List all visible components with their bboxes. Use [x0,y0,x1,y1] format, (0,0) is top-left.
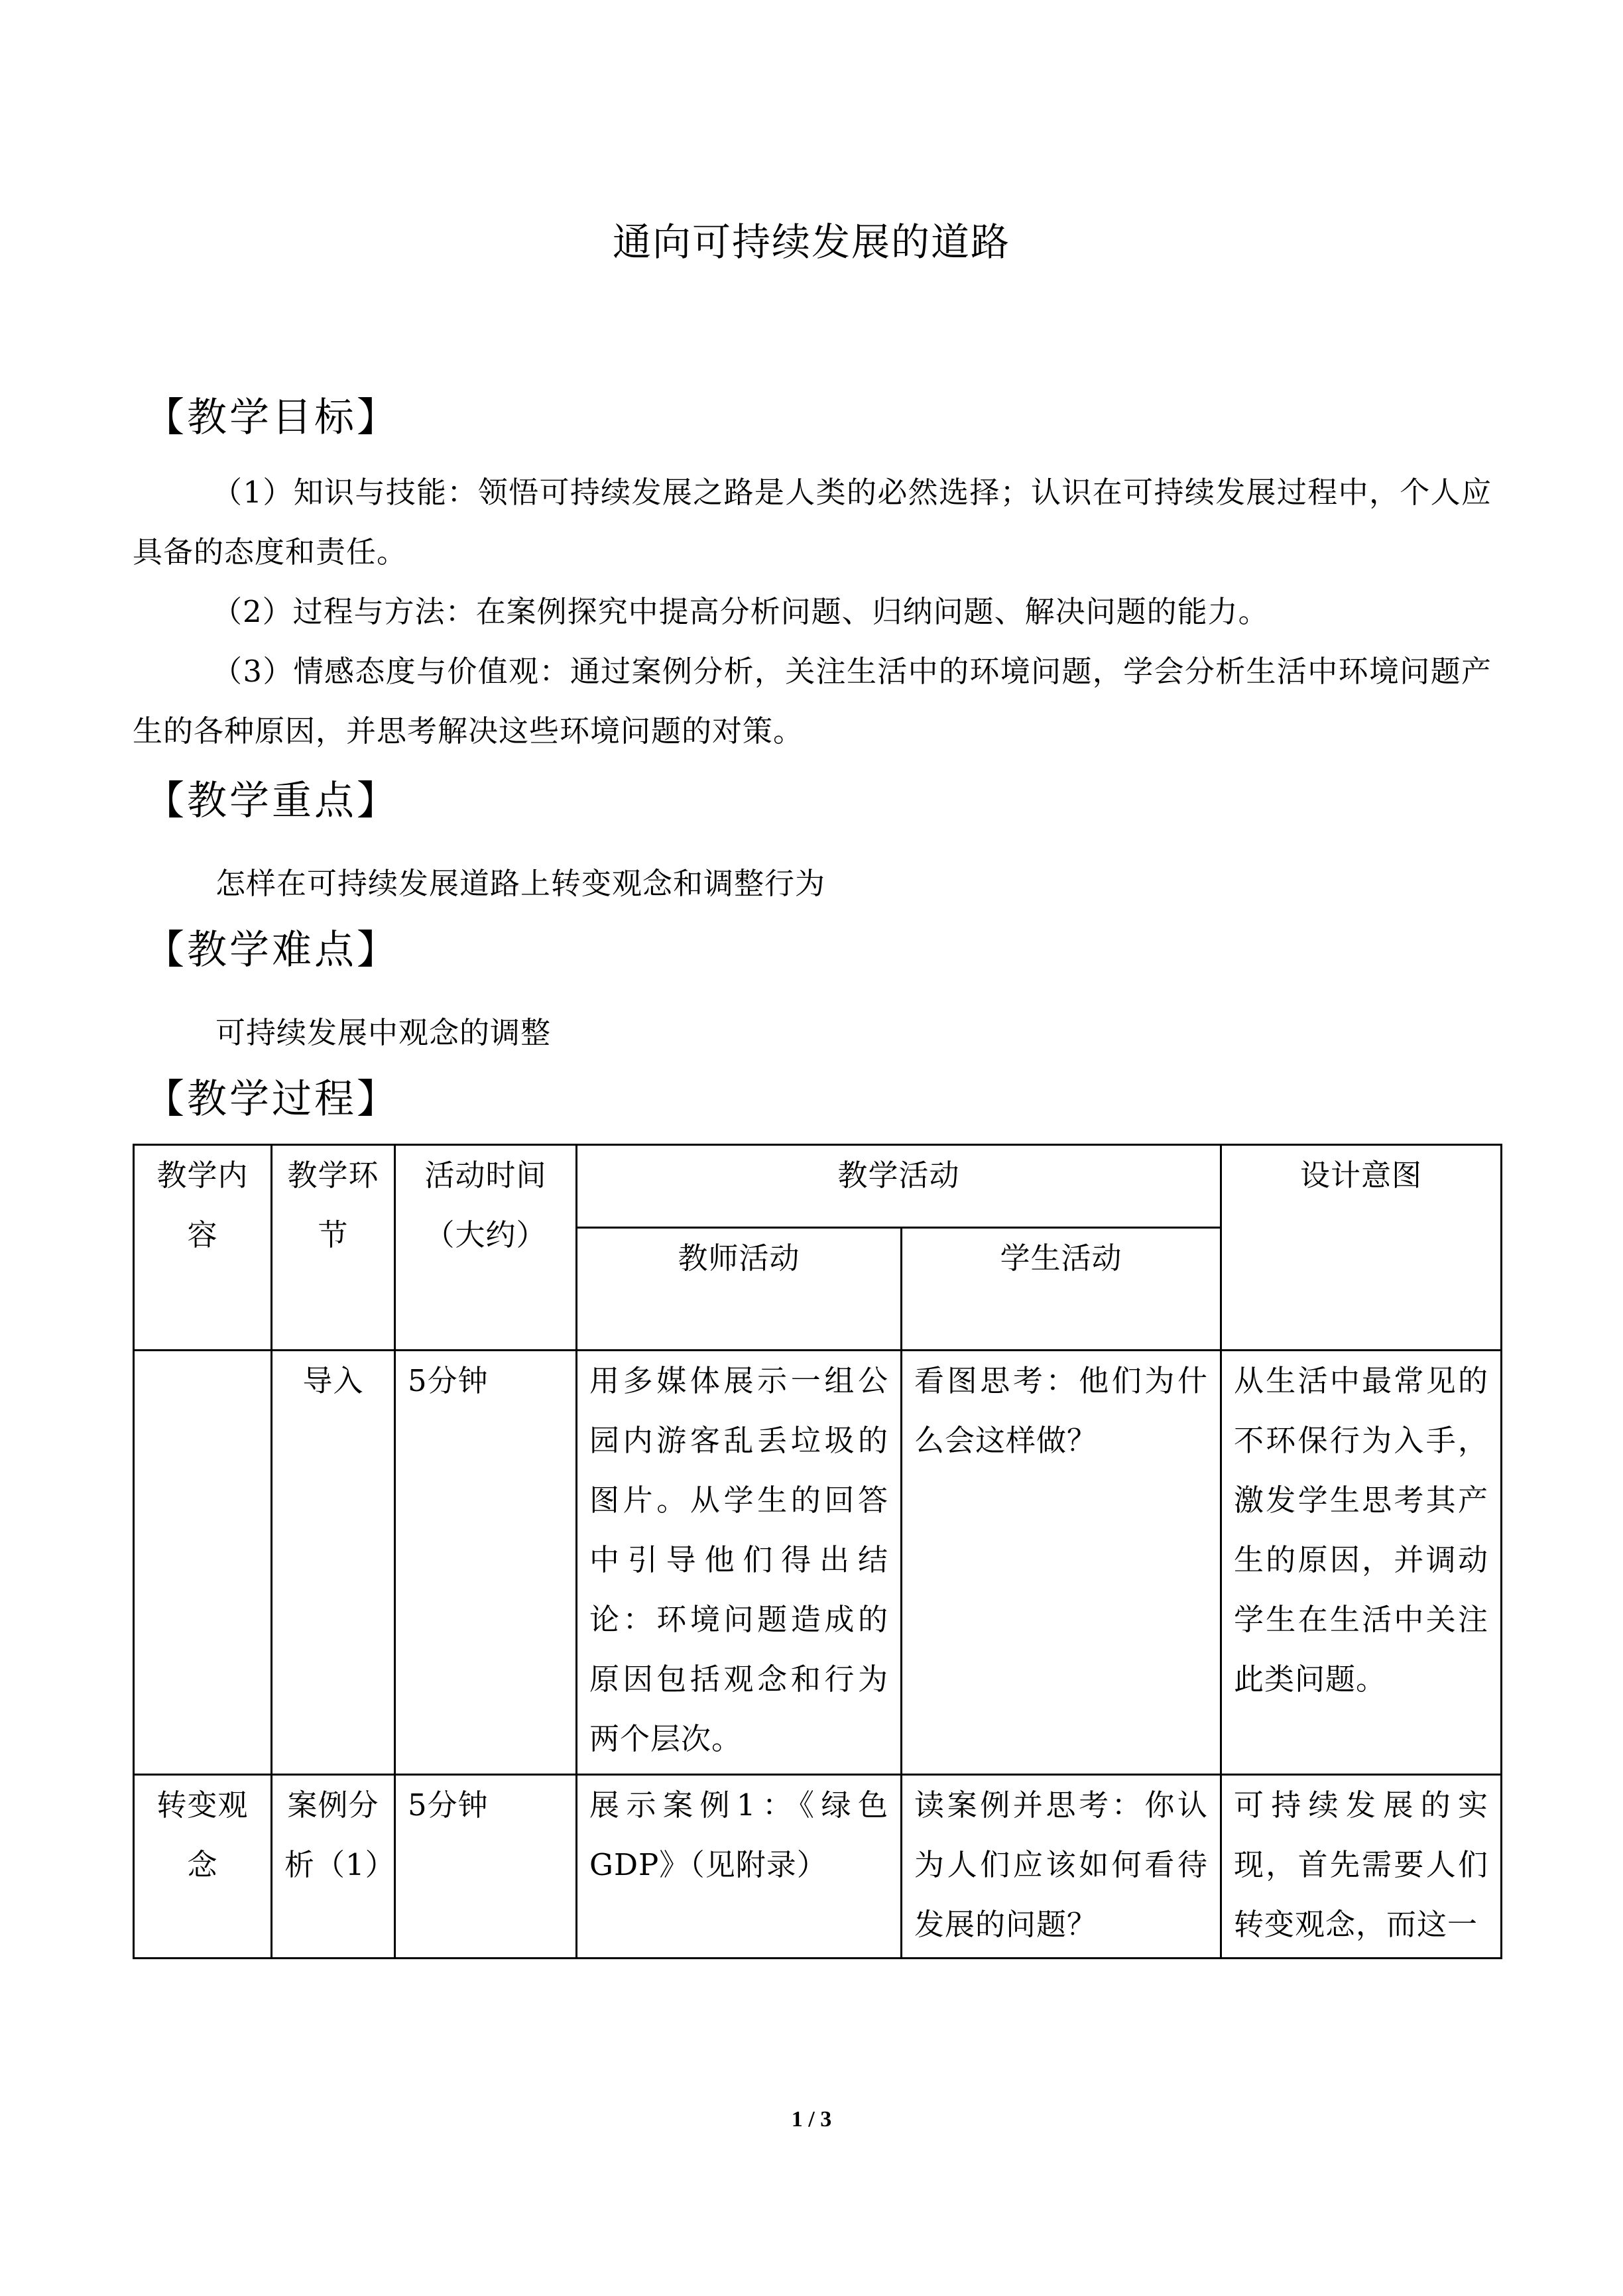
row1-student: 看图思考：他们为什么会这样做？ [902,1351,1221,1775]
header-student: 学生活动 [902,1228,1221,1351]
teaching-process-table [133,1144,1502,1959]
header-content: 教学内容 [134,1145,272,1351]
page-number: 1 / 3 [791,2107,832,2132]
row1-step: 导入 [272,1351,395,1775]
goal-item-3: （3）情感态度与价值观：通过案例分析，关注生活中的环境问题，学会分析生活中环境问题产生的各种原因，并思考解决这些环境问题的对策。 [133,654,1492,749]
section-heading-difficulty: 【教学难点】 [145,927,399,973]
row2-content: 转变观念 [134,1775,272,1959]
header-step: 教学环节 [272,1145,395,1351]
row2-student: 读案例并思考：你认为人们应该如何看待发展的问题？ [902,1775,1221,1959]
row1-content [134,1351,272,1775]
row2-time: 5分钟 [395,1775,577,1959]
page-title: 通向可持续发展的道路 [612,219,1010,265]
table-header-row [134,1145,1502,1228]
section-heading-key: 【教学重点】 [145,778,399,824]
goal-item-2: （2）过程与方法：在案例探究中提高分析问题、归纳问题、解决问题的能力。 [212,594,1269,629]
section-heading-process: 【教学过程】 [145,1076,399,1122]
row2-step: 案例分析（1） [272,1775,395,1959]
difficulty-text: 可持续发展中观念的调整 [215,1015,552,1050]
goal-item-1: （1）知识与技能：领悟可持续发展之路是人类的必然选择；认识在可持续发展过程中，个人应具备的态度和责任。 [133,475,1492,570]
row1-teacher: 用多媒体展示一组公园内游客乱丢垃圾的图片。从学生的回答中引导他们得出结论：环境问题造成的原因包括观念和行为两个层次。 [577,1351,902,1775]
key-point-text: 怎样在可持续发展道路上转变观念和调整行为 [215,866,826,901]
header-teacher: 教师活动 [577,1228,902,1351]
row1-intent: 从生活中最常见的不环保行为入手，激发学生思考其产生的原因，并调动学生在生活中关注此类问题。 [1221,1351,1502,1775]
row2-teacher: 展示案例1：《绿色GDP》（见附录） [577,1775,902,1959]
header-time: 活动时间（大约） [395,1145,577,1351]
table-row [134,1351,1502,1775]
row2-intent: 可持续发展的实现，首先需要人们转变观念，而这一 [1221,1775,1502,1959]
section-heading-goals: 【教学目标】 [145,394,399,441]
header-activity: 教学活动 [577,1145,1221,1228]
row1-time: 5分钟 [395,1351,577,1775]
header-intent: 设计意图 [1221,1145,1502,1351]
table-row [134,1775,1502,1959]
